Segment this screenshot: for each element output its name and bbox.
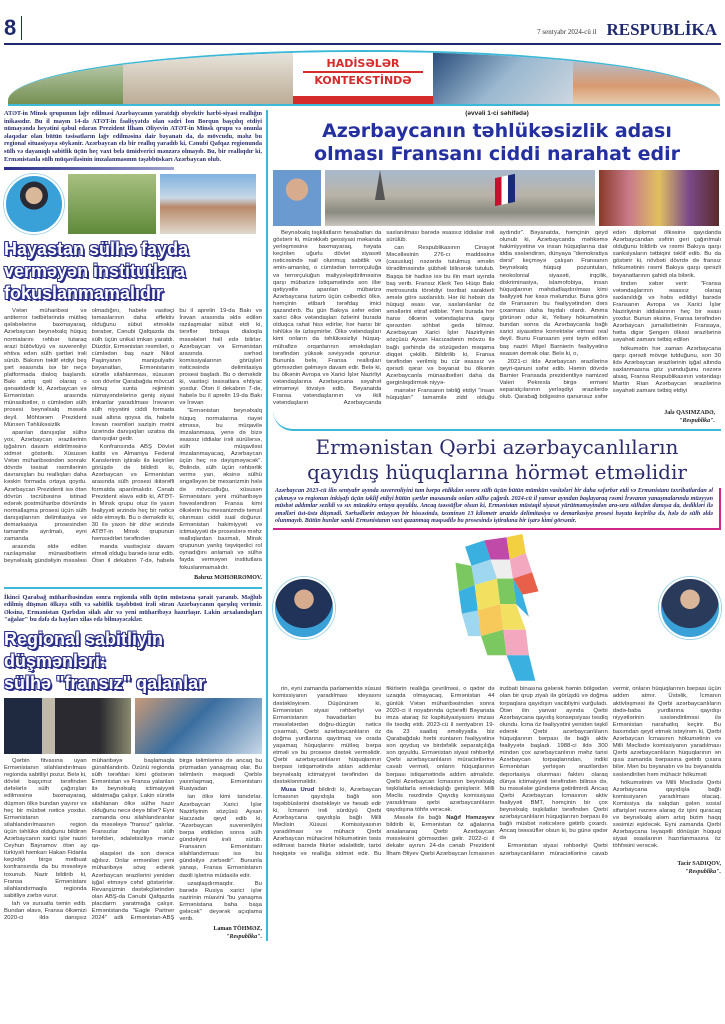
article3-musa-text: bildirdi ki, Azərbaycan İcmasının qayıdışla bağlı son təşəbbüslərini dəstəkləyir və hesab edir ki, İcmanın irəli sürdüyü Qərbi Azərbaycana qayıdışla bağlı Milli Məclisin Xüsusi Komissiyasının yaradılması və mühacir Qərbi Azərbaycan mühacirət hökumətinin təsis edilməsi barədə fikirlər ədalətlidir, tarixi həqiqətə və reallığa xidmət edir. Bu fikirlərin reallığa çevrilməsi, o qədər də uzaqda olmayacaq. Ermənistan 44 günlük Vətən müharibəsindən sonra 2020-ci il noyabrında üçtərəfli Bəyanata imza ataraq öz kapitulyasiyasını imzası ilə təsdiq etdi. 2023-cü il sentyabrın 19-da 23 saatlıq əməliyyatla biz Qarabağdakı hərbi xuntanın fəaliyyətinə son qoyduq və birdəfəlik separatçılığa son qoyuldu. Ermənistan siyasi rəhbərliyi Qərbi azərbaycanlıların müraciətlərinə cavab verməli, onların hüquqlarının bərpası istiqamətində addım atmalıdır. Qərbi Azərbaycan İcmasının beynəlxalq təşkilatlarla əməkdaşlığı genişlənir. Milli Məclis nəzdində Qayıdış komissiyası yaradılması qərbi azərbaycanlıların qayıdışına töhfə verəcək. [273,686,495,857]
article4-author-outlet: "Respublika". [226,934,262,941]
article1-photo-square [160,174,256,234]
banner-title-line2: KONTEKSTİNDƏ [314,74,412,87]
article1-col2: aparılan danışıqlar sülhə yox, Azərbaycan ərazilərinin işğalının davam etdirilməsinə xidmət göstərib. Xüsusən Vətən müharibəsindən sonrakı dövrdə təsisat rəsmilərinin davranışları bu reallıqları daha kəskin formada ortaya qoydu. Azərbaycan Prezidenti isə ötən dövrün təcrübəsinə istinad edərək postmüharibə dövründə normallaşma prosesi üçün sülh danışıqlarının delimitasiya və demarkasiya prosesindən tamamilə ayrılmalı, eyni zamanda [4,429,87,543]
article3 [273,435,721,875]
issue-date: 7 sentyabr 2024-cü il [537,28,597,36]
article3-col-end: hökumətinin və Milli Məclisdə Qərbi Azərbaycana qayıdışla bağlı komissiyanın yaradılması olacaq. Komissiya da xalqdan gələn sosial sifarişləri nəzərə alaraq öz işini quracaq və beynəlxalq aləm artıq bizim haqq səsimizi eşidəcək. Eyni zamanda Qərbi Azərbaycana ləyaqətli dönüşün hüquqi siyasi əsaslarının hazırlanmasına öz töhfəsini verəcək. [612,779,721,850]
article4-col5: uzaqlaşdırmaqdır. Bu barədə Rusiya xarici işlər nazirinin müavini "bu yanaşma Ermənistana baha başa gələcək" deyərək açıqlama verib. [179,880,262,923]
article4-top-rule [4,587,262,589]
article2-col3: manələr Fransanın təbliğ etdiyi "insan hüquqları" tamamilə zidd olduğu aydındır". Bəyanatda, həmçinin qeyd olunub ki, Azərbaycanda məhkəmə hakimiyyətinə və insan hüquqlarına dair iddia səsləndirən, dünyaya "demokratiya dərsi" keçməyə çalışan Fransanın beynəlxalq hüquqi pozuntuları, neokolonial siyasəti, irqçilik, diskriminasiya, islamofobiya, insan hüquqlarının məhdudlaşdırılması kimi fəaliyyəti hər kəsə məlumdur. Buna görə də Fransanın bu fəaliyyətindən dərs çıxarması daha faydalı olardı. Amma görünən odur ki, Yelisey hökumətinin bundan sonra da Azərbaycanla bağlı xarici siyasətinə korrektələr etməsi real deyil. Bunu Fransanın yeni təyin edilən baş naziri Mişel Barnierin fəaliyyətinə əsasən demək olar. Belə ki, o, [386,230,608,402]
article2-photo-graffiti [599,170,719,226]
article4-col3: əlaqələri də son dərəcə ağılsız. Onlar erməniləri yeni müharibəyə sövq edərək Azərbaycan ərazilərini yenidən işğal etməyə cəhd göstərirlər. Revanşizmin dəstəkçilərindən olan ABŞ-da Cənubi Qafqazda placdarm yaratmağa çalışır. Ermənistanda "Eagle Partner 2024" adlı Ermənistan-ABŞ birgə təlimlərinə də ancaq bu prizmadan yanaşmaq olar. Bu təlimlərin məqsədi Qərblə yaxınlaşmaq, Ermənistanı Rusiyadan [91,758,262,922]
french-flag [495,174,515,206]
masthead: RESPUBLİKA [606,20,717,39]
article1-col1: Vətən müharibəsi və antiterror tədbirlərində mütləq qələbələrinə baxmayaraq, Azərbaycan beynəlxalq hüquq normalarını rəhbər tutaraq ərazi bütövlüyü və suverenliyi ehtiva edən sülh şərtləri irəli sürüb. Bakının təklif etdiyi beş şərt əsasında isə bir neçə platformada dialoq başlanıb. Bakı artıq qəti olaraq o qənaətdədir ki, Azərbaycan və Ermənistan arasında münasibətlər, o cümlədən sülh prosesi beynəlxalq məsələ deyil. Möhtərəm Prezident Münxen Təhlükəsizlik [4,308,87,428]
article2-photo-paris [325,170,595,226]
article3-intro-box [273,488,721,530]
banner-photo-building [123,52,293,106]
article2-photo-man [273,170,321,226]
article1-rule [4,167,174,170]
article3-photo-row [273,534,721,682]
article3-intro: Azərbaycan 2023-cü ilin sentyabr ayında suverenliyini tam bərpa etdikdən sonra sülh üçün bütün mümkün vasitələri bir daha səfərbər etdi və Ermənistanı təxribatlardan əl çəkməyə və regionun inkişafı üçün təklif etdiyi bütün şərtlər masasında onları sülhə çağırdı. 2024-cü il yanvar ayından başlayaraq rəsmi İrəvanın yanaşmalarında müəyyən müsbət addımlar sezildi və sıx müzakirə ortaya qoyuldu. Ancaq təəssüflər olsun ki, Ermənistan müstəqil siyasət yürütməməyindən ara-sıra sülhdən danışsa da, dedikləri ilə əməlləri üst-üstə düşmədi. Sərhədlərin müəyyən bir hissəsində, təxminən 13 kilometr arazidə delimitasiya və demarkasiya prosesi həyata keçirilsə də, hələ də sülh əldə olunmayıb. Bütün bunlar sanki Ermənistanın vaxt qazanmaq məqsədilə bu prosesində iştirakına bir işarə kimi görsənir. [275,488,713,524]
nagif-quote: bildirib ki, Ermənistan öz ağalarına arxalanaraq Qərbi Azərbaycan məsələsini görməzdən gəlir. 2022-ci il dekabr ayının 24-də cənab Prezident İlham Əliyev Qərbi Azərbaycan İcmasının inzibati binasına gələrək həmin bölgədən olan bir qrup ziyalı ilə görüşdü və doğma torpaqlara qayıdışın vacibliyini vurğuladı. Ötən ilin yanvar ayında Qərbi Azərbaycana qayıdış konsepsiyası təsdiq olundu. İcma öz fəaliyyətini yenidən təşkil edərək Qərbi azərbaycanlıların hüquqlarının bərpası ilə bağlı aktiv fəaliyyətə başladı. 1988-ci ildə 300 mindən çox azərbaycanlının məhz tarixi Azərbaycan torpaqlarından, indiki Ermənistan yerləşən ərazilərdən deportasiya olunması faktını olaraq dünya ictimaiyyəti tərəfindən bilinsə də, bu məsələlər gündəmə gətirilmirdi. Ancaq Qərbi Azərbaycan İcmasının aktiv fəaliyyəti BMT, həmçinin bir çox beynəlxalq təşkilatlar tərəfindən Qərbi azərbaycanlıların hüquqlarının bərpası ilə bağlı müsbət nəticələrə gətirib çıxardı. Ancaq təəssüflər olsun ki, bu günə qədər də [386,686,608,857]
article4-photo-row [4,698,262,754]
article1-col6: "Ermənistan beynəlxalq hüquq normalarına riayət etməsə, bu müqavilə imzalanmasa, yenə də bizə əsassız iddialar irəli sürülərsə, sülh müqaviləsi imzalanmayacaq, Azərbaycan üçün heç nə dəyişməyəcək". Əslində, sülh üçün rəhbərlik vermə yan, əksinə sülhü əngəlləyən bir mexanizmin hələ də mövcudluğu, xüsusən Ermənistanı yeni müharibəyə həvəsləndirən Fransa kimi ölkələrin bu mexanizmdə təmsil olunması ciddi sual doğurur. Ermənistan hakimiyyəti və ictimaiyyəti də proseslərə məhz reallıqlardan baxmalı, Minsk qrupunun yanlış təşviqedici rol oynadığını anlamalı və sülhə fayda verməyən institutlara fokuslanmamalıdır. [179,408,262,571]
map-region [497,579,516,605]
article2-col4: 2021-ci ildə Azərbaycan ərazilərinə qeyri-qanuni səfər edib. Həmin dövrdə Barnier Fransada prezidentliyə namizəd Valeri Pekresla birgə erməni separatçılarının yerləşdiyi ərazilərdə olub. Qarabağ bölgəsinə qanunsuz səfər edən diplomat ölkəsinə qayıdanda Azərbaycandan səfirin geri çağırılmalı olduğunu bildirib və rəsmi Bakıya qarşı sanksiyaların tətbiqini təklif edib. Bu da göstərir ki, növbəti dövrdə də fransız hökumətinin rəsmi Bakıya qarşı qərəzli bəyanatlarının şahidi ola bilərik. [499,230,721,401]
nagif-hemzeyev-photo [273,577,335,639]
page-body [4,110,721,941]
article2-col6: hökumətin hər zaman Azərbaycana qarşı qərəzli mövqe tutduğunu, son 30 ildə Azərbaycan ərazilərinin işğal altında saxlanmasına göz yumduğunu nəzərə alsaq, Fransa Respublikasının vətəndaşı Martin Rian Azərbaycan ərazilərinə səyahəti zamanı tətbiq etdiyi [612,345,721,395]
article2-frame [273,110,721,431]
article2-body [273,230,721,407]
article2-author: Jalə QASIMZADƏ, [664,410,715,417]
article2-headline [273,120,721,166]
article4-col4: lan ölkə kimi tanıdırlar. Azərbaycan Xarici İşlər Nazirliyinin sözçüsü Ayxan Hacızadə qeyd edib ki, "Azərbaycan suverenliyini bərpa etdikdən sonra sülh gündəliyini irəli sürüb. Fransanın Ermənistanı silahlandırması isə bu gündəliyə zərbədir". Bununla yanaşı, Fransa Ermənistanın daxili işlərinə müdaxilə edir. [179,794,262,879]
article1-headline [4,238,262,304]
left-column [4,110,262,941]
page-header [4,0,721,45]
nagif-intro: Məsələ ilə bağlı [394,815,442,822]
article2-photo-row [273,170,721,226]
article4-intro [4,594,262,624]
eiffel-tower-shape [375,170,385,200]
article1-headline-line1: Hayastan sülhə fayda [4,239,189,260]
banner-photo-monitors [8,52,123,106]
article2-headline-line1: Azərbaycanın təhlükəsizlik adası [322,120,672,142]
article4-intro-text: İkinci Qarabağ müharibəsindən sonra regionda sülh üçün müstəsna şərait yaranıb. Məğlub edilmiş düşmən ölkəyə sülh və sabitlik təşəbbüsü irəli sürən Azərbaycanın qarşılıq verimir. Əksinə, Ermənistan Qərbdən silah alır və yeni müharibəyə hazırlaşır. Lakin arxalandıqları "ağalar" bu dəfə də hayları xilas edə bilməyəcəklər. [4,593,262,624]
right-column [266,110,721,941]
article4-photo-fence [135,698,262,754]
article3-headline [273,435,721,485]
page-number: 8 [4,16,22,40]
article1-headline-line3: fokuslanmamalıdır [4,283,164,304]
banner-rule [303,71,423,73]
banner-photo-square [573,52,720,106]
article2-author-outlet: "Respublika". [679,418,715,425]
map-region [503,630,529,656]
article3-col-right: rin, eyni zamanda parlamentdə xüsusi komissiyanın yaradılması ideyasını dəstəkləyirəm. Düşünürəm ki, Ermənistan siyasi rəhbərliyi və Ermənistanın havadarları bu məsələlərdən doğru-düzgün nəticə çıxarmalı, Qərbi azərbaycanlıların öz doğma yurdlarına qayıtmaq və orada yaşamaq hüquqlarını mütləq bərpa etməli və bu prosesə dəstək verməlidir. Qərbi azərbaycanlıların hüquqlarının bərpası istiqamətində atılan addımlar beynəlxalq ictimaiyyət tərəfindən də dəstəklənməlidir. [273,686,382,785]
article4-headline-line1: Regional sabitliyin düşmənləri: [4,629,164,671]
article3-author-outlet: "Respublika". [685,868,721,875]
article1 [4,110,262,582]
article4-photo-leaders [4,698,131,754]
article1-headline-line2: verməyən institutlara [4,261,186,282]
article4-col2: lah və sursatla təmin edib. Bundan əlavə, Fransa ölkəmizi 2020-ci ildə danışsız müharibəyə başlamaqla günahlandırıb. Özünü regionda sülh tərəfdarı kimi göstərən Ermənistan və Fransa yalanları ilə beynəlxalq ictimaiyyəti aldatmağa çalışır. Lakin sürətlə silahlanan ölkə sülhə hazır olduğunu necə deyə bilər? Eyni zamanda onu silahlandıranlar da məsələyə "fransız" qalırlar. Fransızlar hayları sülh tərəfdən, ədalətsizliyə məruz qa- [4,758,175,922]
article3-body [273,686,721,857]
article1-intro: ATƏT-in Minsk qrupunun ləğv edilməsi Azərbaycanın yaratdığı obyektiv hərbi-siyasi reallığın inikasıdır. Bu il mayın 14-də ATƏT-in fəaliyyətdə olan sədri İon Borqun başçılıq etdiyi nümayəndə heyətini qəbul edərən Prezident İlham Əliyevin ATƏT-in Minsk qrupu və onunla əlaqədar olan bütün təsisatların ləğv edilməsinə dair bəyanatı da, də mövcudu, məhz bu regional situasiyaya söykənir. Azərbaycan elə bir reallıq yaradıb ki, Cənubi Qafqaz regionunda sülh və dayanıqlı sabitlik üçün heç vaxt belə ümidverici mənzərə olmayıb. Bu, bir reallıqdır ki, Ermənistanla sülh müqaviləsinin imzalanmasının təşəbbüskarı Azərbaycan olub. [4,110,262,163]
article1-col4: Konfransında ABŞ Dövlət katibi və Almaniya Federal Kanslerinin iştirakı ilə keçirilən görüşdə də bildirdi ki, Azərbaycan və Ermənistan arasında sülh prosesi ikitərəfli formatda aparılmalıdır. Cənab Prezident əlavə edib ki, ATƏT-in Minsk qrupu otuz ilə yaxın fəaliyyəti ərzində heç bir nəticə əldə etməyib. Bu o deməkdir ki, 30 ilə yaxın bir dövr ərzində ATƏT-in Minsk qrupunun həmsədrləri tərəfindən [91,443,175,543]
article4-headline-line2: sülhə "fransız" qalanlar [4,673,206,693]
article3-col-mid: Ermənistan siyasi rəhbərliyi Qərbi azərbaycanlıların müraciətlərinə cavab vermir, onların hüquqlarının bərpası üçün addım atmır. Üstəlik, İcmanın aktivləşməsi ilə Qərbi azərbaycanlıların dədə-baba yurdlarına qayıdışı niyyətlərinin səsləndirilməsi ilə Ermənistan narahatlıq keçirir. Bu baxımdan qeyd etmək istəyirəm ki, Qərbi Azərbaycan İcmasının hökumətinin və Milli Məclisdə komissiyanın yaradılması Qərbi azərbaycanlıların hüquqlarının ən qısa zamanda bərpasına gətirib çıxara bilər. Mən bu bəyanatın və bu bəyanatda səsləndirilən həm mühacir hökuməti [499,686,721,857]
article1-body [4,308,262,571]
banner-title-line1: HADİSƏLƏR [326,57,400,70]
article1-photo-row [4,174,262,234]
article3-headline-line2: qayıdış hüquqlarına hörmət etməlidir [307,460,687,485]
author-photo-circle [4,174,64,234]
article3-author: Tacir SADIQOV, [677,860,721,867]
article1-col5: manda vasitəçisiz davam etməli olduğu barədə israr edib. Ötən il dekabrın 7-də, habelə bu il aprelin 19-da Bakı və İrəvan arasında əldə edilən razılaşmalar sübut etdi ki, tərəflər birbaşa dialoqla məsələləri həll edə bilirlər. Azərbaycan və Ermənistan arasında sərhəd komissiyalarının görüşləri nəticəsində delimitasiya prosesi başladı. Bu o deməkdir ki, vasitəçi təsisatlara ehtiyac yoxdur. Ötən il dekabrın 7-də, habelə bu il aprelin 19-da Bakı və İrəvan [91,308,262,565]
article4-col1: Qərbin fitvasına uyan Ermənistanın silahlandırılması regionda sabitliyi pozur. Belə ki, dövlət başçımız tərəfindən dəfələrlə sülh çağırışları edilməsinə baxmayaraq, düşmən ölkə bundan yayınır və heç bir müsbət nəticə yoxdur. Ermənistanın silahlandırılmasının region üçün təhlükə olduğunu bildirən Azərbaycanın xarici işlər naziri Ceyhun Bayramov ötən ay türkiyəli həmkarı Hakan Fidanla keçirdiyi birgə mətbuat konfransında da bu məsələyə toxunub. Nazir bildirib ki, Fransa Ermənistanı silahlandırmaqla regionda sabitliyə zərbə vurur. [4,758,87,899]
article2-col2: can Respublikasının Cinayət Məcəlləsinin 276-cı maddəsinə (casusluq) nəzərdə tutulmuş əməlin törədilməsində şübhəli bilinərək tutulub. Başqa bir hadisə isə bu ilin mart ayında baş verib. Fransız Klerk Teo Hüqo Bakı metrosunda törətdiyi təxribat xarakterli əmələ görə saxlanılıb. Hər iki həbsin də hüquqi əsası var, saxlanılanlar öz əməllərini etiraf ediblər. Yəni burada hər hansı ölkənin vətəndaşlarına qarşı qərəzdən söhbət gedə bilməz. Azərbaycan Xarici İşlər Nazirliyinin sözçüsü Ayxan Hacızadənin mövzu ilə bağlı şərhində də sözügedən məqama diqqət çəkilib. Bildirilib ki, Fransa tərəfindən verilmiş bu cür əsassız və qərəzli qərar və bəyanat bu ölkənin Azərbaycanla münasibətləri daha da gərginləşdirmək niyyə- [386,245,495,386]
article1-photo-field [68,174,156,234]
article1-author: Bəhruz MƏHƏRRƏMOV. [194,574,262,581]
article3-headline-line1: Ermənistan Qərbi azərbaycanlıların [315,435,679,460]
article2-col1: Beynəlxalq təşkilatların hesabatları da göstərir ki, mürəkkəb geosiyasi məkanda yerləşməsinə baxmayaraq, həyata keçirilən uğurlu dövlət siyasəti nəticəsində nail olunmuş sabitlik və əmin-amanlıq, o cümlədən terrorçuluğa və terrorçuluğun maliyyələşdirilməsinə qarşı mübarizə istiqamətində son illər qətiyyətlə aparılan mübarizə Azərbaycana turizm üçün cəlbedici ölkə, həmçinin etibarlı tərəfdaş imici qazandırıb. Bu gün Bakıya səfər edən xarici ölkə vətəndaşları özlərini burada olduqca rahat hiss edirlər, hər hansı bir təhlükə ilə üzləşmirlər. Ölkə vətəndaşları kimi onların da təhlükəsizliyi hüquq-mühafizə orqanlarının əməkdaşları tərəfindən yüksək səviyyədə qorunur. Bununla belə, Fransa reallıqları görməzdən gəlməyə davam edir. Belə ki, bu ölkənin Avropa və Xarici İşlər Nazirliyi vətəndaşlarına Azərbaycana səyahət etməməyi tövsiyə edib. Bəyanatda Fransa vətəndaşlarının və ikili vətəndaşların Azərbaycanda saxlanılması barədə əsassız iddialar irəli sürülüb. [273,230,495,407]
banner-photo-fence [433,52,573,106]
article4-headline [4,628,262,694]
article2-col5: tindən xəbər verir: "Fransa vətəndaşlarının əsassız olaraq saxlanıldığı və həbs edildiyi barədə Fransanın Avropa və Xarici İşlər Nazirliyinin iddialarının heç bir əsası yoxdur. Bunun əksinə, Fransa tərəfindən Azərbaycan jurnalistlərinin Fransaya, hətta digər Şengen ölkəsi ərazilərinə səyahəti zamanı tətbiq edilən [612,280,721,344]
article1-col3: arasında əldə edilən razılaşmalar münasibətlərin beynəlxalq gündəliyin məsələsi olmadığını, habelə vasitəçi təmaslarının daha effektiv olduğunu sübut etməklə bərabər, Cənubi Qafqazda da sülh üçün unikal imkan yaratdı. Düzdür, Ermənistan rəsmiləri, o cümlədən baş nazir Nikol Paşinyanın manipulyativ bəyanatları, Ermənistanın sürətlə silahlanması, xüsusən son dövrlər Qarabağda mövcud olmuş xunta rejiminin nümayəndələrinə geniş siyasi imkanlar yaradılması İrəvanın sülh niyyətini ciddi formada sual altına qoysa da, habelə İrəvan rəsmiləri sazişin mətni üzərində danışıqları uzatsa da danışıqlar gedir. [4,308,175,565]
article4-author: Laman TÖHMƏZ, [213,926,262,933]
article2-continued: (əvvəli 1-ci səhifədə) [465,110,529,117]
map-region [507,656,536,682]
banner-title-box [293,52,433,106]
article4 [4,594,262,942]
article2-headline-line2: olması Fransanı ciddi narahat edir [314,143,680,165]
nagif-name: Nağıf Həmzəyev [446,815,495,822]
map-region [462,611,481,637]
banner [8,50,720,106]
musa-urud-photo [659,577,721,639]
western-azerbaijan-map [452,534,542,682]
article4-body [4,758,262,923]
musa-urud-name: Musa Urud [281,786,315,793]
